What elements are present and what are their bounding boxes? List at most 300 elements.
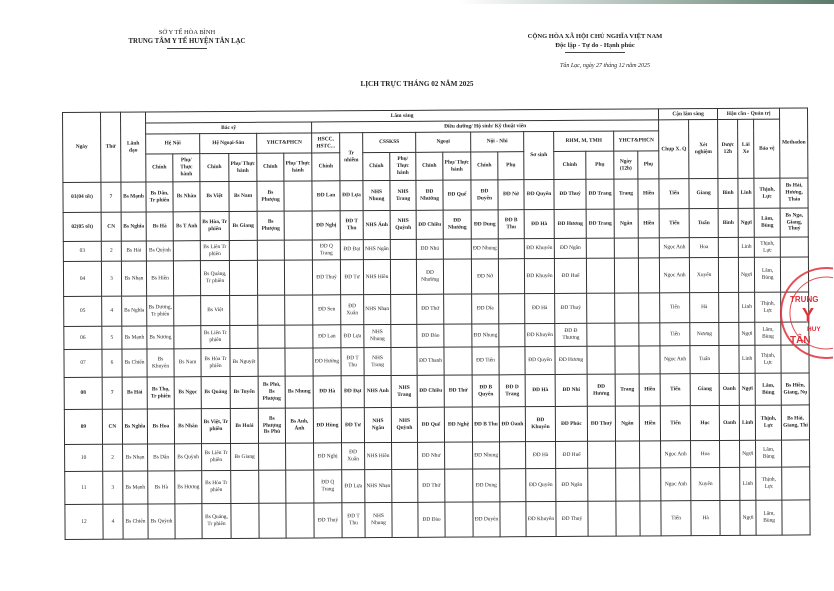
table-cell: Bs Chiến <box>122 349 147 377</box>
table-row <box>65 500 810 540</box>
table-cell <box>639 293 660 323</box>
table-cell: ĐD Tiến <box>472 347 499 375</box>
table-cell: NHS Nhạn <box>364 294 391 324</box>
group-yhct: YHCT&PHCN <box>257 133 312 153</box>
table-cell: Bs Hà <box>146 212 173 241</box>
table-cell: ĐD Quế <box>417 407 444 442</box>
subheader-chinh: Chính <box>416 152 443 180</box>
group-hscc: HSCC, HSTC... <box>312 133 340 153</box>
group-rhm: RHM, M, TMH <box>554 131 614 151</box>
col-so-sinh: Sơ sinh <box>524 131 554 179</box>
table-cell: ĐD Chiều <box>417 375 444 407</box>
table-cell <box>286 470 314 503</box>
table-cell: ĐD Nở <box>498 180 524 210</box>
table-cell <box>500 469 526 502</box>
table-cell <box>257 240 284 260</box>
table-cell: Giang <box>689 178 718 208</box>
table-cell <box>444 294 472 324</box>
table-cell: ĐD Nhung <box>472 324 499 347</box>
table-cell: NHS Anh <box>364 375 391 407</box>
group-dieu-duong: Điều dưỡng/ Hộ sinh/ Kỹ thuật viên <box>312 120 659 133</box>
table-cell: Ngợi <box>740 440 756 467</box>
table-cell <box>229 240 257 260</box>
table-cell: ĐD Đào <box>418 502 445 537</box>
subheader-chinh: Chính <box>257 153 284 181</box>
table-cell: NHS Hiền <box>363 259 390 294</box>
table-cell: NHS Hiền <box>365 442 392 469</box>
table-cell: ĐD Khuyên <box>524 238 554 258</box>
table-cell: 3 <box>101 261 121 296</box>
table-cell: ĐD B Thu <box>498 210 524 239</box>
group-csskss: CSSKSS <box>363 132 416 152</box>
table-cell: 5 <box>102 326 122 349</box>
table-cell: Bs Việt, Tr phiên <box>201 408 230 443</box>
table-cell: Ngợi <box>738 208 754 237</box>
subheader-chinh: Chính <box>312 153 340 181</box>
table-cell <box>640 501 661 536</box>
table-cell: ĐD Thuỷ <box>555 293 587 323</box>
table-cell <box>588 501 616 536</box>
table-cell: NHS Quỳnh <box>391 407 417 442</box>
table-cell <box>391 347 417 375</box>
table-cell <box>782 500 810 535</box>
table-cell <box>719 322 739 345</box>
table-cell: Ngợi <box>740 500 756 535</box>
table-cell: ĐD Đạt <box>341 376 364 408</box>
subheader-chinh: Chính <box>146 154 173 182</box>
table-row <box>64 292 809 327</box>
table-cell <box>392 442 418 469</box>
table-cell: Bs Mạnh <box>122 326 147 349</box>
table-cell: Bs Nghĩa <box>121 212 146 241</box>
table-cell: Bs Anh, Ánh <box>285 408 313 443</box>
table-cell: ĐD Q Trang <box>312 240 340 260</box>
table-cell: NHS Nhung <box>364 324 391 347</box>
table-cell: ĐD Thuỷ <box>554 179 586 209</box>
table-cell: Bs Nhàn <box>174 409 201 444</box>
table-cell: Bs Hải, Giang, Thi <box>781 405 809 440</box>
org-parent: SỞ Y TẾ HÒA BÌNH <box>158 29 216 36</box>
table-cell: Bs Giang <box>231 443 259 470</box>
col-duoc: Dược 12h <box>718 119 738 178</box>
table-cell <box>587 323 615 346</box>
table-cell: 08 <box>64 377 102 409</box>
table-cell: Ngọc Anh <box>661 468 691 501</box>
table-cell: Hà <box>691 500 720 535</box>
table-cell: 05 <box>64 296 102 326</box>
table-cell: Bs Nguyệt <box>230 348 258 376</box>
group-yhct-dd: YHCT&PHCN <box>614 131 659 151</box>
table-cell: Ngọc Anh <box>660 346 690 374</box>
table-cell <box>720 467 740 500</box>
table-cell: ĐD Hà <box>313 376 341 408</box>
table-cell: ĐD Huế <box>554 258 586 293</box>
subheader-phu_thuchanh: Phụ/ Thực hành <box>173 154 200 182</box>
table-cell: Bs Liên Tr phiên <box>202 443 231 470</box>
table-cell <box>258 295 285 325</box>
table-cell <box>614 258 638 293</box>
table-cell: NHS Trang <box>390 180 416 210</box>
table-cell: ĐD Hà <box>526 441 556 468</box>
subheader-phu: Phụ <box>586 151 614 179</box>
table-cell: ĐD Quyên <box>526 468 556 501</box>
table-cell <box>586 258 614 293</box>
table-cell <box>286 503 314 538</box>
table-cell <box>587 293 615 323</box>
table-cell: Bs Việt <box>200 181 229 211</box>
table-row <box>64 373 809 410</box>
table-cell: ĐD Khuyên <box>525 406 555 441</box>
table-cell: ĐD Quyên <box>524 179 554 209</box>
table-cell: ĐD Phúc <box>555 406 587 441</box>
table-cell: Linh <box>740 467 756 500</box>
table-cell: Bs Quỳnh <box>146 241 173 261</box>
table-cell: 02(05 tết) <box>63 212 101 241</box>
table-cell: Bs Nương <box>147 326 174 349</box>
subheader-phu_thuchanh: Phụ/ Thực hành <box>229 153 257 181</box>
table-cell: ĐD Lựa <box>342 470 365 503</box>
org-name: TRUNG TÂM Y TẾ HUYỆN TÂN LẠC <box>128 38 246 45</box>
table-cell: Bs Hương <box>175 471 202 504</box>
table-cell: Bs Nhạn <box>121 261 146 296</box>
table-cell: ĐD Tư <box>340 260 363 295</box>
table-cell: Tuấn <box>689 208 718 237</box>
table-cell: 2 <box>101 241 121 261</box>
table-cell: Bs Hiền <box>146 261 173 296</box>
table-cell: ĐD B Quyên <box>472 375 499 407</box>
table-cell: ĐD Khuyên <box>525 323 555 346</box>
table-cell <box>586 238 614 258</box>
table-cell: NHS Nhung <box>363 180 390 210</box>
table-cell <box>173 261 200 296</box>
page-title: LỊCH TRỰC THÁNG 02 NĂM 2025 <box>360 80 474 88</box>
table-cell <box>587 346 615 374</box>
table-cell: ĐD Q Trang <box>314 470 342 503</box>
table-cell: CN <box>101 212 121 241</box>
table-cell: Ngợi <box>739 373 755 405</box>
svg-text:TÂN: TÂN <box>790 335 811 346</box>
col-chup-xq: Chụp X. Q <box>659 120 689 179</box>
table-cell: ĐD Nghị <box>314 443 342 470</box>
table-row <box>65 467 810 505</box>
table-cell: Ngọc Anh <box>659 238 689 258</box>
table-cell <box>718 237 738 257</box>
table-cell: Bs Quỳnh <box>148 504 175 539</box>
table-cell: Xuyến <box>689 257 718 292</box>
table-cell <box>173 241 200 261</box>
table-cell: Bình <box>718 178 738 208</box>
table-cell: CN <box>102 409 122 444</box>
table-cell: ĐD Thuỷ <box>314 503 342 538</box>
table-cell: NHS Ngân <box>363 239 390 259</box>
table-cell: 03 <box>63 241 101 261</box>
table-cell <box>615 346 639 374</box>
table-cell: Bs Dân <box>148 444 175 471</box>
col-thu: Thứ <box>101 112 121 182</box>
table-cell: Bs Phượng Bs Phú <box>258 408 285 443</box>
svg-text:TRUNG: TRUNG <box>790 295 819 304</box>
table-cell: Bs Nga, Giang, Thuỷ <box>780 208 808 237</box>
table-cell: ĐD Nghị <box>312 211 340 240</box>
table-cell <box>445 442 473 469</box>
col-xet-nghiem: Xét nghiệm <box>689 119 718 178</box>
table-cell: ĐD Thanh <box>417 347 444 375</box>
table-cell: NHS Nhạn <box>365 469 392 502</box>
table-cell: 4 <box>102 296 122 326</box>
table-cell: 09 <box>64 409 102 444</box>
col-lanh-dao: Lãnh đạo <box>121 112 146 182</box>
table-cell: ĐD Dung <box>473 469 500 502</box>
table-cell: Tiến <box>660 374 690 406</box>
table-cell: Bs Dân, Tr phiên <box>146 182 173 212</box>
table-cell: Bs Tuyển <box>230 376 258 408</box>
table-cell <box>231 503 259 538</box>
table-cell <box>444 347 472 375</box>
table-cell: Bs Hà <box>148 471 175 504</box>
table-cell: Lâm, Bùng <box>754 208 780 237</box>
table-cell: Bs Liên Tr phiên <box>201 325 230 348</box>
table-cell: 11 <box>65 471 103 504</box>
table-cell: NHS Ngân <box>364 407 391 442</box>
table-cell: 06 <box>64 326 102 349</box>
table-cell: Bs Hải, Hương, Thảo <box>780 178 808 208</box>
table-cell: Bs Nam <box>174 349 201 377</box>
group-noi-nhi: Nội - Nhi <box>471 132 524 152</box>
table-cell: ĐD Duyên <box>471 180 498 210</box>
subheader-ngay12: Ngày (12h) <box>614 151 638 179</box>
table-cell: Ngợi <box>739 322 755 345</box>
table-cell: Bs Nhàn <box>173 182 200 212</box>
table-cell: ĐD Nhường <box>443 210 471 239</box>
table-cell: 3 <box>103 471 123 504</box>
table-cell: ĐD Ngân <box>556 468 588 501</box>
table-cell <box>499 324 525 347</box>
table-cell <box>640 441 661 468</box>
table-cell: Hiền <box>638 209 659 238</box>
table-cell: Thịnh, Lực <box>755 405 781 440</box>
table-cell: Bs Nghĩa <box>122 409 147 444</box>
table-cell: NHS Nhung <box>365 502 392 537</box>
table-cell: Hoa <box>691 440 720 467</box>
group-lam-sang: Lâm sàng <box>146 109 659 123</box>
table-cell <box>782 440 810 467</box>
table-cell: 7 <box>101 182 121 212</box>
table-cell <box>285 348 313 376</box>
table-cell: Bs Quảng <box>201 376 230 408</box>
table-cell <box>231 470 259 503</box>
table-cell: Linh <box>739 292 755 322</box>
table-cell: Hiền <box>639 406 660 441</box>
table-row <box>64 405 809 445</box>
table-cell: Thịnh, Lực <box>755 345 781 373</box>
table-cell: Bs T Anh <box>173 212 200 241</box>
table-cell: Bs Liên Tr phiên <box>200 240 229 260</box>
table-cell <box>230 295 258 325</box>
table-cell <box>445 502 473 537</box>
table-cell: ĐD T Thu <box>340 211 363 240</box>
table-cell: ĐD Lan <box>312 181 340 211</box>
table-cell: Linh <box>738 178 754 208</box>
table-cell <box>500 502 526 537</box>
table-cell: ĐD Nhung <box>471 239 498 259</box>
table-cell: ĐD Thứ <box>444 375 472 407</box>
table-cell <box>229 260 257 295</box>
subheader-phu: Phụ <box>498 152 524 180</box>
table-cell: ĐD Thuỷ <box>556 501 588 536</box>
table-cell <box>259 443 286 470</box>
table-cell <box>588 441 616 468</box>
table-cell: ĐD Dĩa <box>472 294 499 324</box>
table-cell: 04 <box>63 261 101 296</box>
table-cell: ĐD Oanh <box>499 407 525 442</box>
table-cell: ĐD Hương <box>554 209 586 238</box>
table-cell: Bs Hiền, Giang, Nụ <box>781 373 809 405</box>
table-row <box>64 345 809 378</box>
table-cell: ĐD Nở <box>471 259 498 294</box>
table-cell: ĐD Thuỷ <box>312 260 340 295</box>
table-cell: ĐD Tư <box>341 408 364 443</box>
table-cell: ĐD Nhi <box>555 374 587 406</box>
table-cell: Linh <box>739 345 755 373</box>
table-cell: ĐD Khuyên <box>526 501 556 536</box>
table-cell <box>719 257 739 292</box>
table-cell: Bs Phượng <box>257 181 284 211</box>
table-cell: Thịnh, Lực <box>755 292 781 322</box>
subheader-chinh: Chính <box>363 152 390 180</box>
table-cell: Linh <box>738 237 754 257</box>
subheader-phu_thuchanh: Phụ/ Thực hành <box>284 153 312 181</box>
table-cell: Bs Dương, Tr phiên <box>147 296 174 326</box>
divider <box>167 48 207 49</box>
table-cell <box>615 323 639 346</box>
table-cell: 6 <box>102 349 122 377</box>
table-cell: ĐD Hương <box>587 374 615 406</box>
table-cell: Ngân <box>614 209 638 238</box>
table-cell <box>640 468 661 501</box>
table-cell: Bs Quảng, Tr phiên <box>200 260 229 295</box>
table-cell <box>638 258 659 293</box>
table-cell: Tiến <box>660 406 690 441</box>
table-cell: Học <box>690 405 719 440</box>
table-cell: Lâm, Bùng <box>756 500 782 535</box>
table-cell: NHS Trang <box>391 375 417 407</box>
table-cell <box>392 469 418 502</box>
table-cell <box>444 324 472 347</box>
table-cell: 07 <box>64 349 102 377</box>
table-cell: NHS Ánh <box>363 210 390 239</box>
table-cell: Bs Hải <box>121 241 146 261</box>
table-cell: Bs Mạnh <box>123 471 148 504</box>
group-he-noi: Hệ Nội <box>146 134 200 154</box>
table-cell: ĐD Quyên <box>525 346 555 374</box>
table-cell <box>258 348 285 376</box>
table-cell <box>782 467 810 500</box>
table-cell <box>390 259 416 294</box>
duty-schedule-table <box>62 107 811 540</box>
table-cell: ĐD Thứ <box>418 469 445 502</box>
table-cell: ĐD Xuân <box>342 443 365 470</box>
table-cell <box>284 240 312 260</box>
table-cell: Hoa <box>689 237 718 257</box>
table-cell: Bs Hoa <box>147 409 174 444</box>
table-cell: Thịnh, Lực <box>754 237 780 257</box>
table-cell: Ngọc Anh <box>659 258 689 293</box>
table-cell: Ngân <box>615 406 639 441</box>
table-cell: Thịnh, Lực <box>754 178 780 208</box>
table-cell: ĐD Lan <box>313 325 341 348</box>
table-cell <box>614 238 638 258</box>
table-cell: Bs Phú, Bs Phượng <box>258 376 285 408</box>
subheader-phu: Phụ <box>638 151 659 179</box>
table-cell: ĐD Huế <box>556 441 588 468</box>
table-cell <box>258 325 285 348</box>
table-cell: Bs Khuyên <box>147 349 174 377</box>
table-cell: Bs Hòa Tr phiên <box>201 348 230 376</box>
table-cell: ĐD Nhú <box>416 239 443 259</box>
table-cell: ĐD Hương <box>555 346 587 374</box>
table-cell: ĐD Nghệ <box>444 407 472 442</box>
table-cell: Bs Hòa Tr phiên <box>202 470 231 503</box>
date-line: Tân Lạc, ngày 27 tháng 12 năm 2025 <box>560 63 650 69</box>
table-cell: Bs Việt <box>201 295 230 325</box>
table-cell <box>498 239 524 259</box>
table-cell: ĐD Như <box>418 442 445 469</box>
table-cell: Tuấn <box>690 345 719 373</box>
table-cell: ĐD Hường <box>313 348 341 376</box>
table-cell <box>284 181 312 211</box>
table-cell: 7 <box>102 377 122 409</box>
table-cell: 4 <box>103 504 123 539</box>
table-cell: Nương <box>690 322 719 345</box>
table-cell: Bs Quảng, Tr phiên <box>202 503 231 538</box>
table-cell: 01(04 tết) <box>63 182 101 212</box>
table-cell: Bs Nhạn <box>123 444 148 471</box>
subheader-phu_thuchanh: Phụ/ Thực hành <box>443 152 471 180</box>
table-cell <box>259 503 286 538</box>
table-cell: Hiền <box>638 179 659 209</box>
table-cell: Bs Nam <box>229 181 257 211</box>
table-cell: Lâm, Bùng <box>755 257 781 292</box>
table-cell: ĐD Dung <box>471 210 498 239</box>
table-cell: ĐD Đ Thương <box>555 323 587 346</box>
table-cell <box>500 442 526 469</box>
table-cell: Bs Thọ, Tr phiên <box>147 377 174 409</box>
table-cell: Ngọc Anh <box>661 441 691 468</box>
table-cell: 12 <box>65 504 103 539</box>
svg-text:HUY: HUY <box>807 326 821 333</box>
table-cell: Bs Nghĩa <box>122 296 147 326</box>
table-cell: ĐD Hà <box>525 293 555 323</box>
table-cell <box>443 259 471 294</box>
table-cell: Bs Nhung <box>285 376 313 408</box>
table-cell: Bs Mạnh <box>121 182 146 212</box>
table-cell: Bs Hòa, Tr phiên <box>200 211 229 240</box>
table-cell: ĐD Quế <box>443 180 471 210</box>
table-cell: Lâm, Bùng <box>755 373 781 405</box>
table-row <box>63 208 808 242</box>
table-cell: Tiến <box>659 209 689 238</box>
table-cell: ĐD Khuyên <box>524 258 554 293</box>
table-cell <box>588 468 616 501</box>
organization-header <box>112 28 262 49</box>
table-cell <box>390 239 416 259</box>
table-cell <box>638 238 659 258</box>
table-cell <box>445 469 473 502</box>
group-can-lam-sang: Cận lâm sàng <box>659 108 718 119</box>
col-methadon: Methadon <box>780 108 808 178</box>
table-cell: Tiến <box>661 501 691 536</box>
country-name: CỘNG HÒA XÃ HỘI CHỦ NGHĨA VIỆT NAM <box>527 33 663 40</box>
